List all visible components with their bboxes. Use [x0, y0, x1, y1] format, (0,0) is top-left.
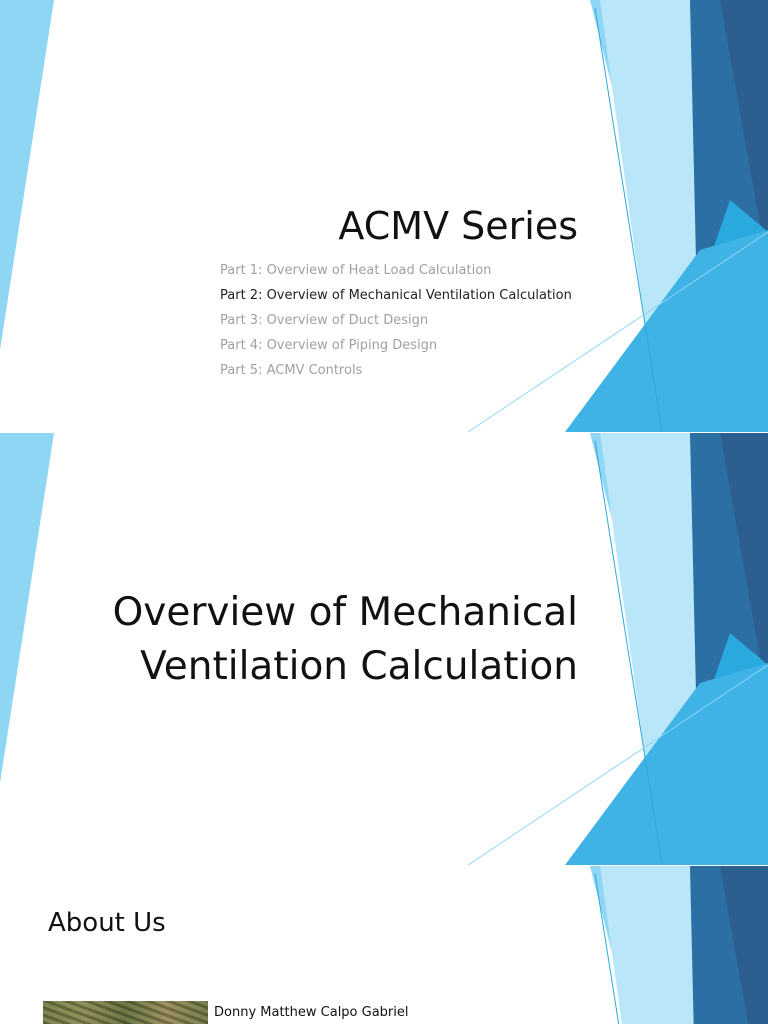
part-5-item: Part 5: ACMV Controls	[220, 363, 363, 378]
title-line-2: Ventilation Calculation	[140, 644, 578, 689]
part-2-item-active: Part 2: Overview of Mechanical Ventilation Calculation	[220, 288, 572, 303]
about-us-heading: About Us	[48, 908, 166, 938]
part-4-item: Part 4: Overview of Piping Design	[220, 338, 438, 353]
person-photo	[43, 1001, 208, 1024]
person-name: Donny Matthew Calpo Gabriel	[214, 1005, 409, 1020]
left-accent-triangle	[0, 433, 54, 783]
part-1-item: Part 1: Overview of Heat Load Calculation	[220, 263, 492, 278]
presentation-title	[113, 586, 578, 694]
left-accent-triangle	[0, 0, 54, 350]
part-3-item: Part 3: Overview of Duct Design	[220, 313, 429, 328]
title-line-1: Overview of Mechanical	[112, 590, 578, 635]
series-title: ACMV Series	[338, 204, 578, 248]
slide-acmv-series	[0, 0, 768, 432]
parts-list	[220, 258, 572, 383]
